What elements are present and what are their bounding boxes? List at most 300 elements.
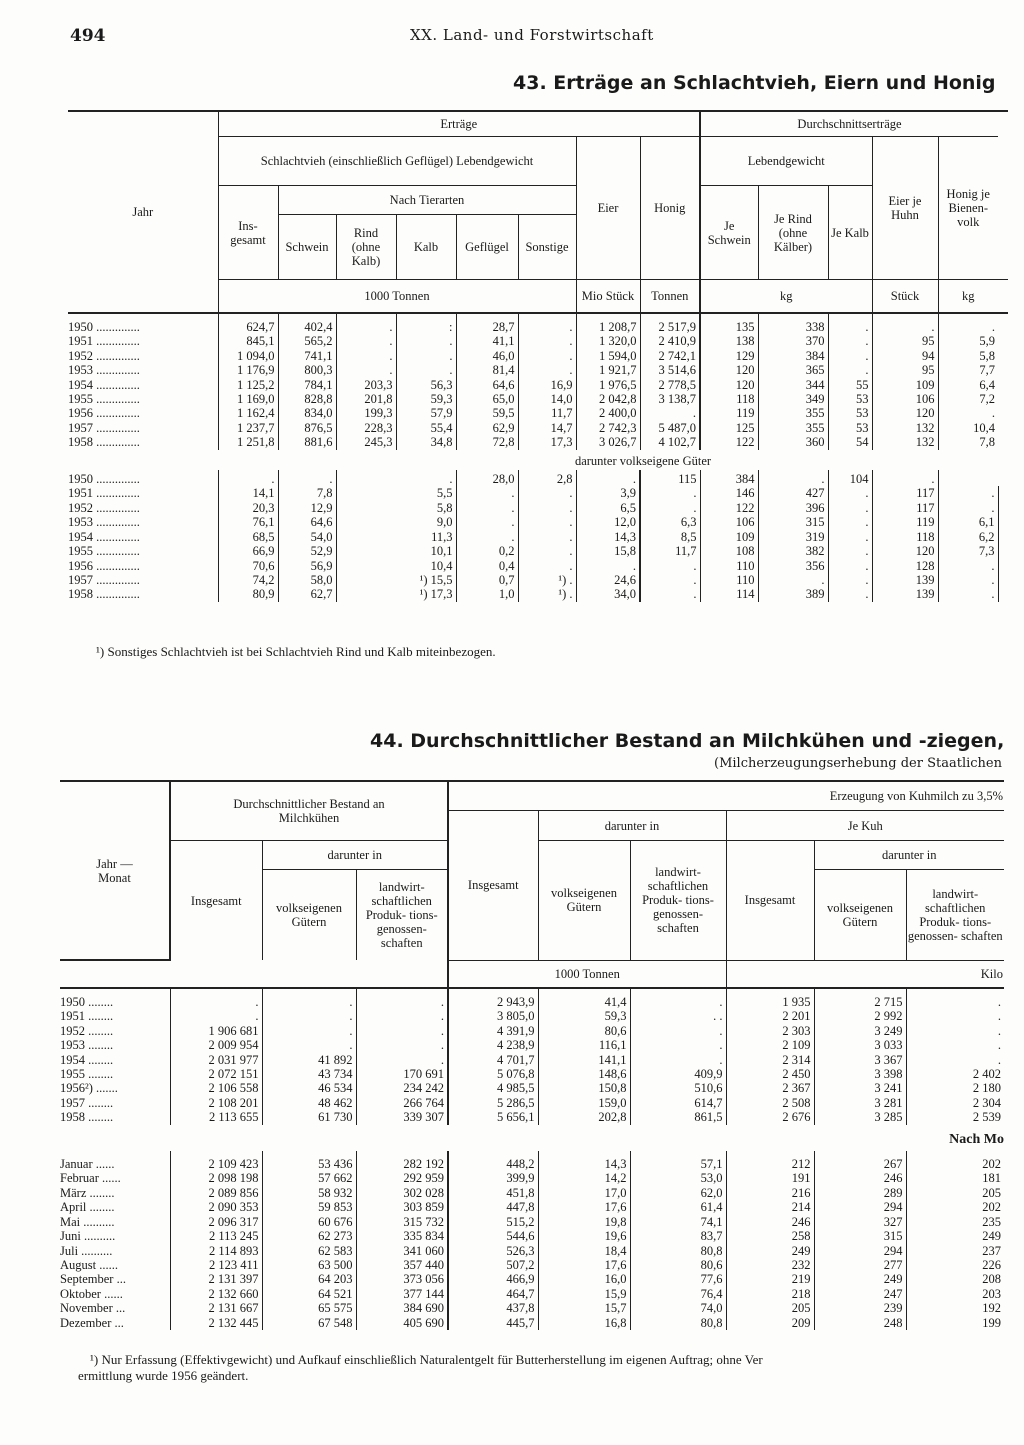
cell: .: [170, 1009, 262, 1023]
cell: 226: [906, 1258, 1004, 1272]
cell: 373 056: [356, 1272, 448, 1286]
cell: 16,0: [538, 1272, 630, 1286]
table-row: [60, 1009, 1004, 1023]
cell: 62,9: [456, 421, 518, 435]
cell: .: [938, 406, 998, 420]
cell: 65,0: [456, 392, 518, 406]
cell: 205: [906, 1186, 1004, 1200]
cell: 2 715: [814, 988, 906, 1009]
cell: 74,1: [630, 1215, 726, 1229]
cell: 80,8: [630, 1316, 726, 1330]
cell: 8,5: [640, 530, 700, 544]
row-label: 1950 ..............: [68, 472, 140, 487]
table-row: [68, 334, 1008, 348]
chapter-title: XX. Land- und Forstwirtschaft: [410, 26, 654, 44]
cell: 109: [700, 530, 758, 544]
cell: 24,6: [576, 573, 640, 587]
hdr-eier-je-huhn: Eier je Huhn: [872, 137, 938, 280]
cell: 202: [906, 1200, 1004, 1214]
table-44-subtitle: (Milcherzeugungserhebung der Staatlichen: [714, 756, 1002, 771]
hdr-rind: Rind (ohne Kalb): [336, 215, 396, 280]
table-row: [60, 1171, 1004, 1185]
cell: .: [356, 1038, 448, 1052]
cell: 202: [906, 1151, 1004, 1171]
cell: 199: [906, 1316, 1004, 1330]
cell: 110: [700, 573, 758, 587]
cell: 59 853: [262, 1200, 356, 1214]
cell: 80,6: [538, 1024, 630, 1038]
hdr-gefluegel: Geflügel: [456, 215, 518, 280]
cell: .: [640, 406, 700, 420]
cell: 74,2: [218, 573, 278, 587]
hdr-schwein: Schwein: [278, 215, 336, 280]
cell: 4 701,7: [448, 1053, 538, 1067]
cell: 2 314: [726, 1053, 814, 1067]
row-label: April ........: [60, 1200, 115, 1215]
cell: 319: [758, 530, 828, 544]
cell: 59,3: [538, 1009, 630, 1023]
cell: 445,7: [448, 1316, 538, 1330]
cell: 1 125,2: [218, 378, 278, 392]
cell: 55,4: [396, 421, 456, 435]
cell: 5 076,8: [448, 1067, 538, 1081]
cell: 405 690: [356, 1316, 448, 1330]
table-row: [60, 1096, 1004, 1110]
cell: 1 251,8: [218, 435, 278, 449]
table-row: [68, 363, 1008, 377]
cell: 344: [758, 378, 828, 392]
cell: 5,9: [938, 334, 998, 348]
row-label: 1951 ..............: [68, 334, 140, 349]
cell: 2 180: [906, 1081, 1004, 1095]
cell: .: [518, 313, 576, 334]
cell: .: [828, 559, 872, 573]
cell: 267: [814, 1151, 906, 1171]
cell: 0,2: [456, 544, 518, 558]
table-row: [60, 1081, 1004, 1095]
cell: 2 132 445: [170, 1316, 262, 1330]
cell: 16,9: [518, 378, 576, 392]
cell: 6,5: [576, 501, 640, 515]
cell: 14,1: [218, 486, 278, 500]
cell: 402,4: [278, 313, 336, 334]
cell: 2 132 660: [170, 1287, 262, 1301]
table-row: [60, 1067, 1004, 1081]
cell: 515,2: [448, 1215, 538, 1229]
cell: 338: [758, 313, 828, 334]
cell: .: [518, 349, 576, 363]
cell: .: [758, 573, 828, 587]
unit-kg2: kg: [938, 280, 998, 314]
cell: .: [518, 363, 576, 377]
hdr-lebendgewicht: Lebendgewicht: [700, 137, 872, 186]
cell: 19,8: [538, 1215, 630, 1229]
cell: 61 730: [262, 1110, 356, 1124]
cell: 2 508: [726, 1096, 814, 1110]
cell: 132: [872, 421, 938, 435]
cell: 624,7: [218, 313, 278, 334]
cell: .: [336, 334, 396, 348]
cell: 3 367: [814, 1053, 906, 1067]
row-label: 1954 ........: [60, 1052, 114, 1067]
table-row: [68, 349, 1008, 363]
cell: 83,7: [630, 1229, 726, 1243]
hdr-e-lpg: landwirt- schaftlichen Produk- tions- genossen- schaften: [630, 841, 726, 961]
hdr-honig: Honig: [640, 137, 700, 280]
cell: .: [518, 559, 576, 573]
cell: 384 690: [356, 1301, 448, 1315]
cell: 2 090 353: [170, 1200, 262, 1214]
cell: 2 031 977: [170, 1053, 262, 1067]
cell: 248: [814, 1316, 906, 1330]
table-row: [68, 573, 1008, 587]
cell: 7,2: [938, 392, 998, 406]
cell: 59,5: [456, 406, 518, 420]
cell: 464,7: [448, 1287, 538, 1301]
table-row: [60, 1024, 1004, 1038]
table-row: [60, 1186, 1004, 1200]
cell: 294: [814, 1244, 906, 1258]
cell: 1 976,5: [576, 378, 640, 392]
cell: 34,0: [576, 587, 640, 601]
hdr-durchschnitt: Durchschnittserträge: [700, 111, 998, 137]
t43-body-vdg: [68, 470, 1008, 602]
cell: 2 009 954: [170, 1038, 262, 1052]
cell: 2,8: [518, 470, 576, 486]
cell: 349: [758, 392, 828, 406]
cell: 202,8: [538, 1110, 630, 1124]
cell: .: [872, 470, 938, 486]
cell: .: [640, 559, 700, 573]
cell: .: [828, 544, 872, 558]
table-row: [68, 378, 1008, 392]
cell: 191: [726, 1171, 814, 1185]
cell: 216: [726, 1186, 814, 1200]
table-row: [60, 1301, 1004, 1315]
table-row: [68, 486, 1008, 500]
cell: 834,0: [278, 406, 336, 420]
cell: 109: [872, 378, 938, 392]
cell: 2 114 893: [170, 1244, 262, 1258]
cell: 0,4: [456, 559, 518, 573]
cell: 845,1: [218, 334, 278, 348]
cell: 74,0: [630, 1301, 726, 1315]
hdr-je-kalb: Je Kalb: [828, 186, 872, 280]
cell: 1 176,9: [218, 363, 278, 377]
cell: 141,1: [538, 1053, 630, 1067]
hdr-eier: Eier: [576, 137, 640, 280]
row-label: Juli ..........: [60, 1243, 113, 1258]
cell: 5,8: [938, 349, 998, 363]
cell: 53: [828, 421, 872, 435]
cell: 2 098 198: [170, 1171, 262, 1185]
cell: 203,3: [336, 378, 396, 392]
cell: 246: [814, 1171, 906, 1185]
cell: .: [630, 988, 726, 1009]
table-row: [60, 988, 1004, 1009]
cell: 14,7: [518, 421, 576, 435]
cell: 294: [814, 1200, 906, 1214]
cell: 7,3: [938, 544, 998, 558]
t44-footnote-1: ¹) Nur Erfassung (Effektivgewicht) und Aufkauf einschließlich Naturalentgelt für Butterherstellung im eigenen Auftrag; ohne Ver: [90, 1352, 763, 1367]
hdr-je-schwein: Je Schwein: [700, 186, 758, 280]
cell: 2 742,1: [640, 349, 700, 363]
cell: 48 462: [262, 1096, 356, 1110]
cell: 57,9: [396, 406, 456, 420]
cell: .: [938, 573, 998, 587]
cell: .: [356, 1024, 448, 1038]
cell: 2 517,9: [640, 313, 700, 334]
cell: 5 286,5: [448, 1096, 538, 1110]
cell: 355: [758, 421, 828, 435]
cell: .: [640, 573, 700, 587]
cell: 437,8: [448, 1301, 538, 1315]
cell: 64 203: [262, 1272, 356, 1286]
cell: 1 935: [726, 988, 814, 1009]
cell: 120: [700, 363, 758, 377]
t44-section: [60, 1125, 1004, 1151]
cell: 2 410,9: [640, 334, 700, 348]
cell: 218: [726, 1287, 814, 1301]
cell: 2 676: [726, 1110, 814, 1124]
row-label: 1957 ..............: [68, 572, 140, 587]
cell: 57,1: [630, 1151, 726, 1171]
hdr-k-volkseigen: volkseigenen Gütern: [814, 870, 906, 961]
hdr-kalb: Kalb: [396, 215, 456, 280]
row-label: Oktober ......: [60, 1286, 123, 1301]
unit-44-1000t: 1000 Tonnen: [448, 960, 726, 988]
cell: 18,4: [538, 1244, 630, 1258]
row-label: 1957 ........: [60, 1095, 114, 1110]
cell: 81,4: [456, 363, 518, 377]
cell: 212: [726, 1151, 814, 1171]
cell: 132: [872, 435, 938, 449]
row-label: 1951 ........: [60, 1009, 114, 1024]
hdr-e-volkseigen: volkseigenen Gütern: [538, 841, 630, 961]
table-row: [68, 530, 1008, 544]
cell: 181: [906, 1171, 1004, 1185]
cell: 34,8: [396, 435, 456, 449]
row-label: 1952 ........: [60, 1023, 114, 1038]
cell: 303 859: [356, 1200, 448, 1214]
cell: .: [336, 470, 456, 486]
cell: 861,5: [630, 1110, 726, 1124]
hdr-b-lpg: landwirt- schaftlichen Produk- tions- genossen- schaften: [356, 870, 448, 961]
table-row: [60, 1200, 1004, 1214]
cell: 46,0: [456, 349, 518, 363]
cell: 277: [814, 1258, 906, 1272]
cell: 526,3: [448, 1244, 538, 1258]
hdr-erzeugung: Erzeugung von Kuhmilch zu 3,5%: [448, 781, 1004, 811]
cell: 382: [758, 544, 828, 558]
cell: .: [278, 470, 336, 486]
cell: .: [828, 501, 872, 515]
cell: 20,3: [218, 501, 278, 515]
cell: 409,9: [630, 1067, 726, 1081]
cell: 120: [872, 544, 938, 558]
cell: 3 285: [814, 1110, 906, 1124]
cell: .: [828, 363, 872, 377]
row-label: August ......: [60, 1257, 118, 1272]
row-label: November ...: [60, 1301, 126, 1316]
cell: .: [518, 486, 576, 500]
cell: 135: [700, 313, 758, 334]
cell: 3 805,0: [448, 1009, 538, 1023]
cell: 62 273: [262, 1229, 356, 1243]
hdr-nach-tierarten: Nach Tierarten: [278, 186, 576, 215]
cell: 201,8: [336, 392, 396, 406]
cell: 6,3: [640, 515, 700, 529]
cell: . .: [630, 1009, 726, 1023]
cell: 2 367: [726, 1081, 814, 1095]
hdr-honig-je-volk: Honig je Bienen- volk: [938, 137, 998, 280]
cell: 2 108 201: [170, 1096, 262, 1110]
table-row: [60, 1110, 1004, 1124]
cell: 95: [872, 363, 938, 377]
cell: .: [906, 1038, 1004, 1052]
cell: 148,6: [538, 1067, 630, 1081]
row-label: 1956 ..............: [68, 558, 140, 573]
cell: 14,3: [576, 530, 640, 544]
t43-section: [68, 450, 1008, 470]
cell: .: [828, 587, 872, 601]
cell: 1 162,4: [218, 406, 278, 420]
cell: 249: [726, 1244, 814, 1258]
hdr-b-insgesamt: Insgesamt: [170, 841, 262, 961]
cell: 365: [758, 363, 828, 377]
cell: .: [938, 501, 998, 515]
unit-tonnen: Tonnen: [640, 280, 700, 314]
cell: .: [396, 334, 456, 348]
row-label: März ........: [60, 1185, 115, 1200]
cell: 3 138,7: [640, 392, 700, 406]
cell: 120: [700, 378, 758, 392]
row-label: Dezember ...: [60, 1315, 124, 1330]
cell: 1 094,0: [218, 349, 278, 363]
cell: .: [456, 501, 518, 515]
cell: 355: [758, 406, 828, 420]
cell: .: [336, 363, 396, 377]
cell: 139: [872, 587, 938, 601]
cell: 114: [700, 587, 758, 601]
row-label: 1955 ........: [60, 1067, 114, 1082]
cell: 80,9: [218, 587, 278, 601]
cell: 64 521: [262, 1287, 356, 1301]
cell: 117: [872, 486, 938, 500]
row-label: 1950 ..............: [68, 320, 140, 334]
table-row: [60, 1038, 1004, 1052]
cell: 247: [814, 1287, 906, 1301]
cell: 68,5: [218, 530, 278, 544]
cell: 232: [726, 1258, 814, 1272]
cell: 55: [828, 378, 872, 392]
cell: 4 238,9: [448, 1038, 538, 1052]
cell: 3 241: [814, 1081, 906, 1095]
cell: 448,2: [448, 1151, 538, 1171]
hdr-sonstige: Sonstige: [518, 215, 576, 280]
table-row: [60, 1215, 1004, 1229]
cell: 2 539: [906, 1110, 1004, 1124]
table-row: [68, 406, 1008, 420]
table-row: [68, 515, 1008, 529]
cell: 828,8: [278, 392, 336, 406]
cell: .: [828, 486, 872, 500]
cell: 150,8: [538, 1081, 630, 1095]
hdr-e-darunter: darunter in: [538, 811, 726, 841]
cell: 122: [700, 501, 758, 515]
table-row: [60, 1258, 1004, 1272]
cell: 57 662: [262, 1171, 356, 1185]
cell: 5 487,0: [640, 421, 700, 435]
cell: .: [262, 1038, 356, 1052]
row-label: Mai ..........: [60, 1214, 115, 1229]
cell: 14,3: [538, 1151, 630, 1171]
cell: .: [872, 313, 938, 334]
cell: 451,8: [448, 1186, 538, 1200]
cell: 128: [872, 559, 938, 573]
cell: 64,6: [278, 515, 336, 529]
cell: .: [938, 486, 998, 500]
cell: 4 985,5: [448, 1081, 538, 1095]
cell: 110: [700, 559, 758, 573]
cell: 46 534: [262, 1081, 356, 1095]
cell: 41,4: [538, 988, 630, 1009]
table-row: [68, 470, 1008, 486]
cell: .: [758, 470, 828, 486]
table-row: [60, 1287, 1004, 1301]
table-row: [68, 544, 1008, 558]
cell: 62 583: [262, 1244, 356, 1258]
cell: 2 131 667: [170, 1301, 262, 1315]
cell: 41 892: [262, 1053, 356, 1067]
cell: 5,5: [336, 486, 456, 500]
cell: 59,3: [396, 392, 456, 406]
table-row: [68, 392, 1008, 406]
cell: .: [262, 1009, 356, 1023]
cell: 2 072 151: [170, 1067, 262, 1081]
row-label: 1955 ..............: [68, 544, 140, 559]
cell: .: [640, 587, 700, 601]
cell: 53,0: [630, 1171, 726, 1185]
cell: 1 169,0: [218, 392, 278, 406]
cell: 7,7: [938, 363, 998, 377]
table-44-title: 44. Durchschnittlicher Bestand an Milchkühen und -ziegen,: [370, 730, 1005, 752]
cell: 327: [814, 1215, 906, 1229]
cell: 339 307: [356, 1110, 448, 1124]
cell: 2 303: [726, 1024, 814, 1038]
cell: 282 192: [356, 1151, 448, 1171]
row-label: September ...: [60, 1272, 126, 1287]
row-label: 1951 ..............: [68, 486, 140, 501]
cell: 66,9: [218, 544, 278, 558]
hdr-je-rind: Je Rind (ohne Kälber): [758, 186, 828, 280]
row-label: 1952 ..............: [68, 500, 140, 515]
table-row: [68, 313, 1008, 334]
cell: 377 144: [356, 1287, 448, 1301]
table-row: [60, 1229, 1004, 1243]
cell: 122: [700, 435, 758, 449]
row-label: Januar ......: [60, 1157, 115, 1172]
cell: .: [518, 515, 576, 529]
cell: 2 778,5: [640, 378, 700, 392]
cell: 3 514,6: [640, 363, 700, 377]
cell: 396: [758, 501, 828, 515]
cell: 106: [700, 515, 758, 529]
cell: 258: [726, 1229, 814, 1243]
cell: .: [336, 313, 396, 334]
cell: 14,2: [538, 1171, 630, 1185]
cell: 5 656,1: [448, 1110, 538, 1124]
